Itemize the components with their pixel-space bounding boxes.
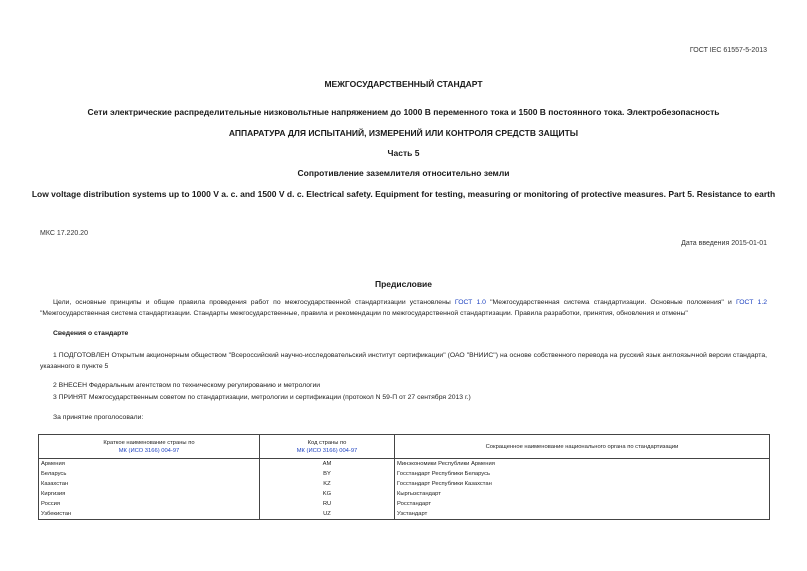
header-national-body-text: Сокращенное наименование национального органа по стандартизации <box>485 443 679 450</box>
country-code: AM <box>260 459 395 470</box>
mks-code: МКС 17.220.20 <box>40 230 88 237</box>
mk-iso-link[interactable]: МК (ИСО 3166) 004-97 <box>296 447 358 454</box>
gost-1-0-link[interactable]: ГОСТ 1.0 <box>454 299 486 306</box>
introduction-date: Дата введения 2015-01-01 <box>681 240 767 247</box>
preface-heading: Предисловие <box>374 279 433 289</box>
part-title: Сопротивление заземлителя относительно земли <box>297 168 510 178</box>
national-body: Госстандарт Республики Беларусь <box>395 469 770 479</box>
standard-type-title: МЕЖГОСУДАРСТВЕННЫЙ СТАНДАРТ <box>324 79 483 89</box>
header-country-name <box>39 435 260 459</box>
voted-for-label: За принятие проголосовали: <box>53 414 144 421</box>
country-name: Узбекистан <box>39 509 260 520</box>
country-code: KZ <box>260 479 395 489</box>
item-3-text: 3 ПРИНЯТ Межгосударственным советом по стандартизации, метрологии и сертификации (протокол N 59-П от 27 сентября 2013 г.) <box>53 394 471 401</box>
voting-table <box>38 434 770 520</box>
table-row <box>39 489 770 499</box>
item-2-introduced <box>40 380 767 391</box>
country-code: UZ <box>260 509 395 520</box>
mk-iso-link[interactable]: МК (ИСО 3166) 004-97 <box>118 447 180 454</box>
part-number: Часть 5 <box>387 148 420 158</box>
preface-text-a: Цели, основные принципы и общие правила проведения работ по межгосударственной стандартизации установлены <box>53 299 455 306</box>
table-row <box>39 459 770 470</box>
table-row <box>39 469 770 479</box>
table-row <box>39 509 770 520</box>
country-name: Киргизия <box>39 489 260 499</box>
header-country-name-text: Краткое наименование страны по <box>103 439 195 446</box>
preface-text-c: "Межгосударственная система стандартизации. Стандарты межгосударственные, правила и рекомендации по межгосударственной стандартизации. Правила разработки, принятия, обновления и отмены" <box>40 310 688 317</box>
header-country-code <box>260 435 395 459</box>
russian-title: Сети электрические распределительные низковольтные напряжением до 1000 В переменного тока и 1500 В постоянного тока. Электробезопасность <box>87 107 720 117</box>
country-code: RU <box>260 499 395 509</box>
preface-paragraph <box>40 297 767 319</box>
item-1-text: 1 ПОДГОТОВЛЕН Открытым акционерным обществом "Всероссийский научно-исследовательский институт сертификации" (ОАО "ВНИИС") на основе собственного перевода на русский язык англоязычной версии стандарта, указанного в пункте 5 <box>40 352 767 370</box>
header-country-code-text: Код страны по <box>307 439 347 446</box>
apparatus-title: АППАРАТУРА ДЛЯ ИСПЫТАНИЙ, ИЗМЕРЕНИЙ ИЛИ КОНТРОЛЯ СРЕДСТВ ЗАЩИТЫ <box>228 128 579 138</box>
english-title: Low voltage distribution systems up to 1000 V a. c. and 1500 V d. c. Electrical safety. Equipment for testing, measuring or monitoring of protective measures. Part 5. Resistance to earth <box>31 189 776 199</box>
table-header-row <box>39 435 770 459</box>
preface-text-b: "Межгосударственная система стандартизации. Основные положения" и <box>485 299 736 306</box>
document-code: ГОСТ IEC 61557-5-2013 <box>689 47 767 54</box>
header-national-body <box>395 435 770 459</box>
country-code: KG <box>260 489 395 499</box>
table-row <box>39 499 770 509</box>
item-1-prepared <box>40 350 767 372</box>
country-code: BY <box>260 469 395 479</box>
gost-1-2-link[interactable]: ГОСТ 1.2 <box>735 299 768 306</box>
table-row <box>39 479 770 489</box>
national-body: Кыргызстандарт <box>395 489 770 499</box>
national-body: Минэкономики Республики Армения <box>395 459 770 470</box>
country-name: Россия <box>39 499 260 509</box>
national-body: Узстандарт <box>395 509 770 520</box>
national-body: Госстандарт Республики Казахстан <box>395 479 770 489</box>
country-name: Казахстан <box>39 479 260 489</box>
item-2-text: 2 ВНЕСЕН Федеральным агентством по техническому регулированию и метрологии <box>53 382 321 389</box>
item-3-adopted <box>40 392 767 403</box>
country-name: Армения <box>39 459 260 470</box>
country-name: Беларусь <box>39 469 260 479</box>
national-body: Росстандарт <box>395 499 770 509</box>
about-standard-heading: Сведения о стандарте <box>53 330 129 337</box>
